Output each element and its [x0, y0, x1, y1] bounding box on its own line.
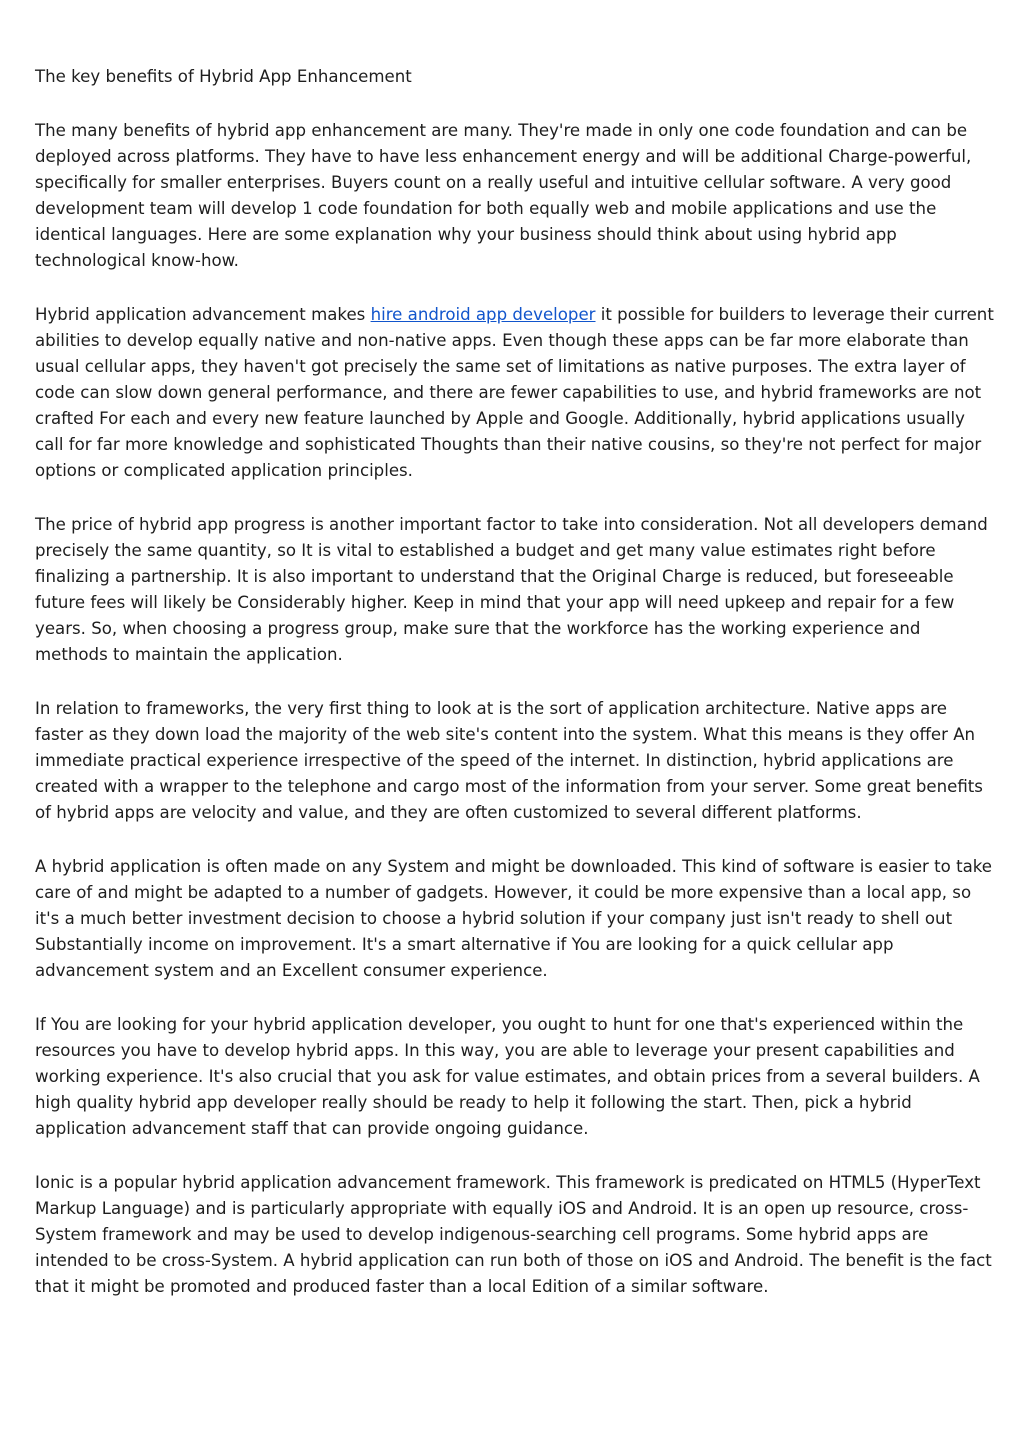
paragraph-2-after-link: it possible for builders to leverage their current abilities to develop equally native and non-native apps. Even though these apps can be far more elaborate than usual cellular apps, they haven't got precisely the same set of limitations as native purposes. The extra layer of code can slow down general performance, and there are fewer capabilities to use, and hybrid frameworks are not crafted For each and every new feature launched by Apple and Google. Additionally, hybrid applications usually call for far more knowledge and sophisticated Thoughts than their native cousins, so they're not perfect for major options or complicated application principles.: [35, 305, 994, 480]
paragraph-3: The price of hybrid app progress is another important factor to take into consideration. Not all developers demand precisely the same quantity, so It is vital to established a budget and get many value estimates right before finalizing a partnership. It is also important to understand that the Original Charge is reduced, but foreseeable future fees will likely be Considerably higher. Keep in mind that your app will need upkeep and repair for a few years. So, when choosing a progress group, make sure that the workforce has the working experience and methods to maintain the application.: [35, 515, 988, 664]
hire-android-app-developer-link[interactable]: hire android app developer: [370, 305, 596, 325]
paragraph-2: [35, 302, 995, 483]
document-body: [35, 64, 995, 1328]
paragraph-7: Ionic is a popular hybrid application advancement framework. This framework is predicated on HTML5 (HyperText Markup Language) and is particularly appropriate with equally iOS and Android. It is an open up resource, cross-System framework and may be used to develop indigenous-searching cell programs. Some hybrid apps are intended to be cross-System. A hybrid application can run both of those on iOS and Android. The benefit is the fact that it might be promoted and produced faster than a local Edition of a similar software.: [35, 1173, 992, 1296]
paragraph-2-before-link: Hybrid application advancement makes: [35, 305, 371, 325]
paragraph-5: A hybrid application is often made on any System and might be downloaded. This kind of software is easier to take care of and might be adapted to a number of gadgets. However, it could be more expensive than a local app, so it's a much better investment decision to choose a hybrid solution if your company just isn't ready to shell out Substantially income on improvement. It's a smart alternative if You are looking for a quick cellular app advancement system and an Excellent consumer experience.: [35, 857, 992, 980]
document-title: The key benefits of Hybrid App Enhancement: [35, 67, 412, 86]
paragraph-6: If You are looking for your hybrid application developer, you ought to hunt for one that's experienced within the resources you have to develop hybrid apps. In this way, you are able to leverage your present capabilities and working experience. It's also crucial that you ask for value estimates, and obtain prices from a several builders. A high quality hybrid app developer really should be ready to help it following the start. Then, pick a hybrid application advancement staff that can provide ongoing guidance.: [35, 1015, 980, 1138]
paragraph-4: In relation to frameworks, the very first thing to look at is the sort of application architecture. Native apps are faster as they down load the majority of the web site's content into the system. What this means is they offer An immediate practical experience irrespective of the speed of the internet. In distinction, hybrid applications are created with a wrapper to the telephone and cargo most of the information from your server. Some great benefits of hybrid apps are velocity and value, and they are often customized to several different platforms.: [35, 699, 983, 822]
paragraph-1: The many benefits of hybrid app enhancement are many. They're made in only one code foundation and can be deployed across platforms. They have to have less enhancement energy and will be additional Charge-powerful, specifically for smaller enterprises. Buyers count on a really useful and intuitive cellular software. A very good development team will develop 1 code foundation for both equally web and mobile applications and use the identical languages. Here are some explanation why your business should think about using hybrid app technological know-how.: [35, 121, 972, 270]
